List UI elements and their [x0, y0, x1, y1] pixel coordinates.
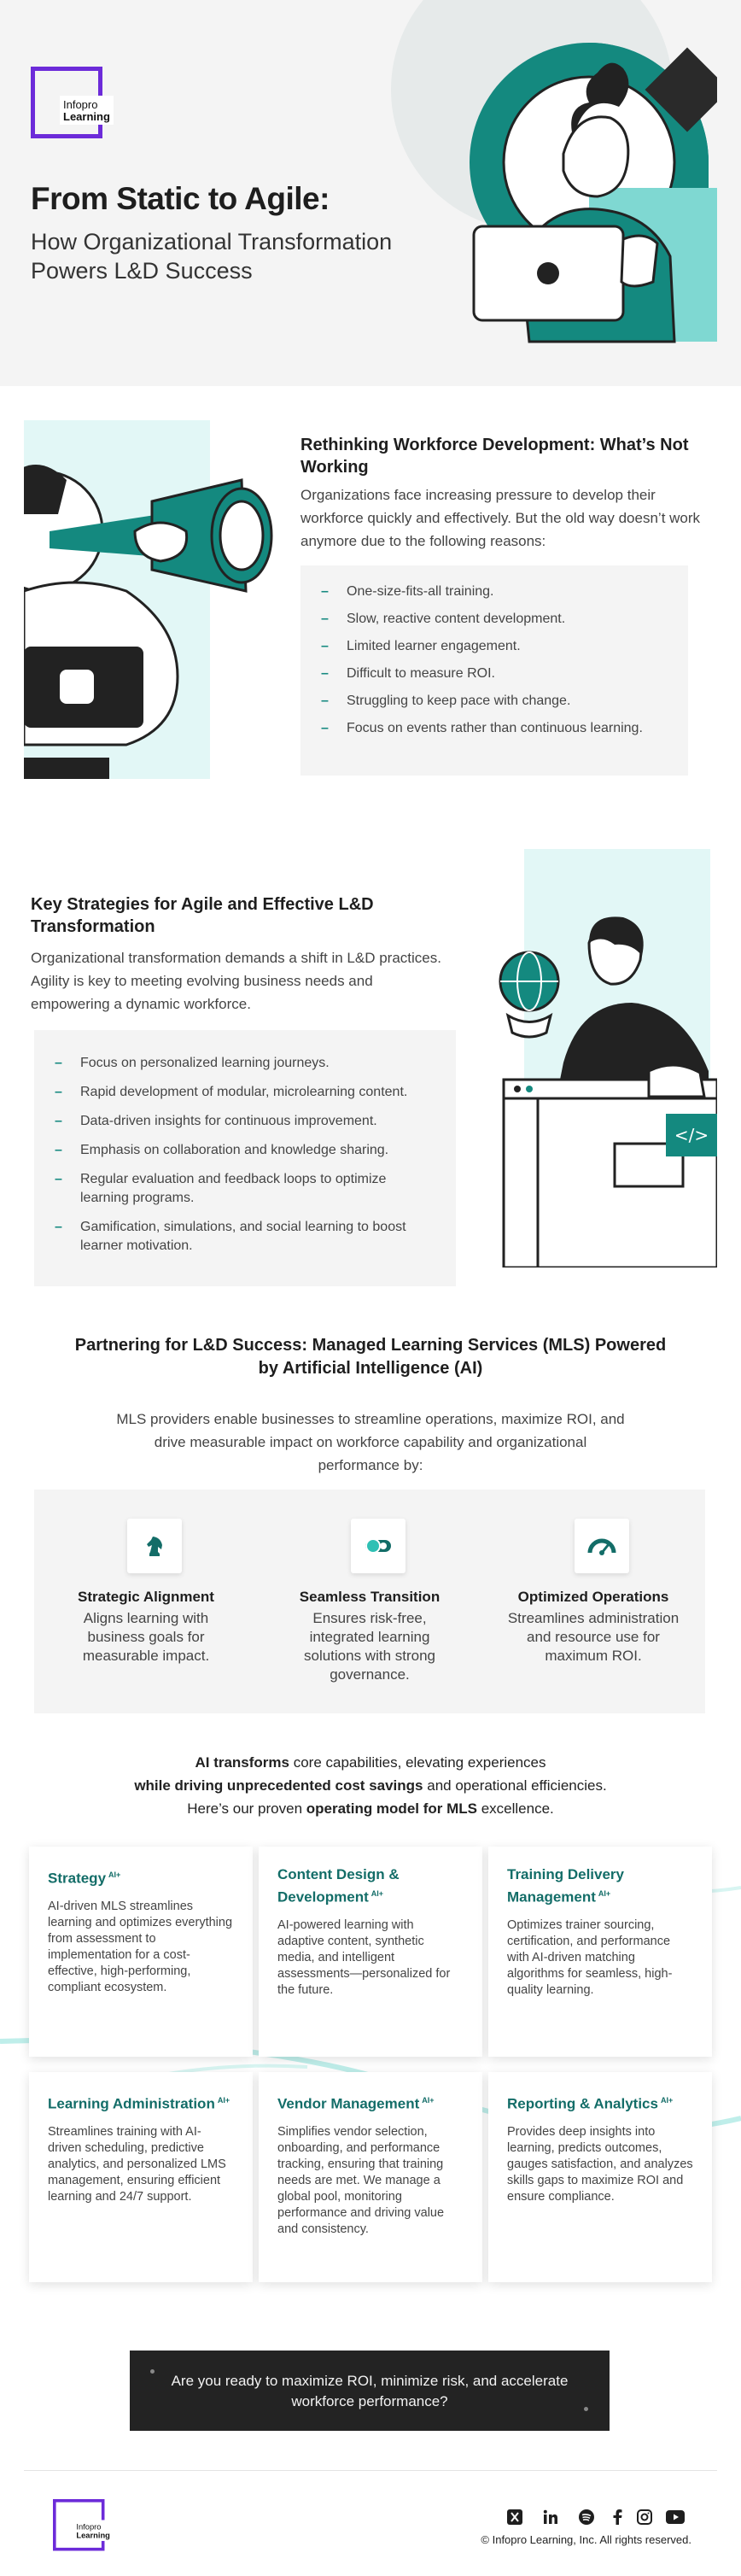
list-item-text: One-size-fits-all training. [347, 584, 494, 599]
dash-bullet-icon: – [321, 612, 329, 626]
x-icon[interactable] [505, 2508, 524, 2526]
copyright-text: © Infopro Learning, Inc. All rights reserved. [481, 2533, 691, 2546]
card-title [277, 2091, 464, 2114]
card-title [507, 2091, 693, 2114]
logo-line2: Learning [76, 2530, 110, 2540]
chess-knight-icon [127, 1519, 182, 1573]
card-training-delivery [488, 1847, 712, 2057]
feature-description: Aligns learning with business goals for measurable impact. [82, 1610, 210, 1664]
spotify-icon[interactable] [577, 2508, 596, 2526]
card-title-text: Content Design & Development [277, 1866, 400, 1906]
ai-badge: AI+ [660, 2096, 674, 2105]
card-title-text: Strategy [48, 1870, 107, 1887]
list-item-text: Focus on personalized learning journeys. [80, 1056, 330, 1070]
list-item [321, 637, 668, 656]
dash-bullet-icon: – [55, 1220, 62, 1234]
intro-bold-2: while driving unprecedented cost savings [134, 1777, 423, 1794]
list-item [321, 692, 668, 711]
list-item [321, 583, 668, 601]
feature-description: Ensures risk-free, integrated learning solutions with strong governance. [303, 1610, 436, 1683]
feature-title: Seamless Transition [299, 1589, 441, 1605]
list-item [55, 1083, 435, 1102]
challenges-list [321, 583, 668, 738]
card-title [277, 1865, 464, 1907]
list-item [55, 1141, 435, 1160]
dash-bullet-icon: – [55, 1172, 62, 1186]
dash-bullet-icon: – [55, 1085, 62, 1099]
strategies-list-box [34, 1030, 456, 1286]
ai-badge: AI+ [370, 1889, 384, 1898]
card-title [48, 2091, 234, 2114]
list-item [55, 1054, 435, 1073]
page-subtitle: How Organizational Transformation Powers L&D Success [31, 229, 393, 284]
section1-title: Rethinking Workforce Development: What’s Not Working [300, 436, 689, 477]
list-item-text: Difficult to measure ROI. [347, 666, 495, 681]
card-description: Streamlines training with AI-driven scheduling, predictive analytics, and personalized LMS management, ensuring efficient learning and 24/7 support. [48, 2124, 226, 2204]
brand-logo[interactable] [31, 67, 110, 138]
list-item-text: Emphasis on collaboration and knowledge sharing. [80, 1143, 389, 1157]
logo-line1: Infopro [76, 2521, 102, 2532]
card-learning-administration [29, 2072, 253, 2282]
svg-text:</>: </> [674, 1125, 709, 1145]
card-title-text: Reporting & Analytics [507, 2095, 658, 2112]
list-item-text: Regular evaluation and feedback loops to optimize learning programs. [80, 1172, 387, 1205]
card-strategy [29, 1847, 253, 2057]
intro-bold-1: AI transforms [195, 1754, 289, 1771]
cta-banner[interactable] [130, 2351, 610, 2431]
page-title: From Static to Agile: [31, 181, 330, 216]
linkedin-icon[interactable] [541, 2508, 560, 2526]
card-description: Optimizes trainer sourcing, certification, and performance with AI-driven matching algorithms for seamless, high-quality learning. [507, 1917, 673, 1997]
card-reporting-analytics [488, 2072, 712, 2282]
person-with-globe-illustration [461, 849, 717, 1268]
logo-text [73, 2520, 112, 2540]
section3-title: Partnering for L&D Success: Managed Learning Services (MLS) Powered by Artificial Intelligence (AI) [74, 1336, 667, 1378]
feature-title: Strategic Alignment [78, 1589, 214, 1605]
strategies-list [55, 1054, 435, 1256]
dash-bullet-icon: – [55, 1056, 62, 1070]
dash-bullet-icon: – [321, 721, 329, 735]
decor-dot [150, 2369, 155, 2374]
intro-bold-3: operating model for MLS [306, 1800, 477, 1817]
card-title [48, 1865, 234, 1888]
dash-bullet-icon: – [55, 1114, 62, 1128]
ai-badge: AI+ [598, 1889, 611, 1898]
operating-model-grid [0, 1836, 741, 2298]
list-item [55, 1112, 435, 1131]
section3-body: MLS providers enable businesses to streamline operations, maximize ROI, and drive measurable impact on workforce capability and organizational performance by: [116, 1411, 625, 1473]
card-description: AI-powered learning with adaptive content, synthetic media, and intelligent assessments—personalized for the future. [277, 1917, 451, 1997]
hero-section [0, 0, 741, 386]
card-vendor-management [259, 2072, 482, 2282]
youtube-icon[interactable] [666, 2508, 685, 2526]
section1-body: Organizations face increasing pressure to develop their workforce quickly and effectively. But the old way doesn’t work anymore due to the following reasons: [300, 487, 701, 549]
section2-title: Key Strategies for Agile and Effective L&D Transformation [31, 895, 374, 936]
facebook-icon[interactable] [608, 2508, 627, 2526]
cta-text: Are you ready to maximize ROI, minimize risk, and accelerate workforce performance? [171, 2373, 569, 2409]
challenges-list-box [300, 565, 688, 776]
section2-body: Organizational transformation demands a shift in L&D practices. Agility is key to meeting evolving business needs and empowering a dynamic workforce. [31, 950, 441, 1012]
list-item-text: Gamification, simulations, and social learning to boost learner motivation. [80, 1220, 406, 1253]
operating-model-intro [89, 1751, 652, 1820]
feature-strategic-alignment [34, 1490, 258, 1713]
list-item-text: Struggling to keep pace with change. [347, 694, 571, 708]
dash-bullet-icon: – [55, 1143, 62, 1157]
intro-text-4: excellence. [477, 1800, 554, 1817]
list-item-text: Slow, reactive content development. [347, 612, 566, 626]
dash-bullet-icon: – [321, 639, 329, 653]
intro-text-1: core capabilities, elevating experiences [289, 1754, 546, 1771]
feature-title: Optimized Operations [517, 1589, 669, 1605]
card-title-text: Training Delivery Management [507, 1866, 624, 1906]
feature-description: Streamlines administration and resource use for maximum ROI. [507, 1610, 680, 1664]
card-title-text: Learning Administration [48, 2095, 215, 2112]
feature-seamless-transition [258, 1490, 481, 1713]
feature-optimized-operations [481, 1490, 705, 1713]
list-item [321, 664, 668, 683]
card-description: Simplifies vendor selection, onboarding, and performance tracking, ensuring that training needs are met. We manage a global pool, monitoring performance and driving value and consistency. [277, 2124, 445, 2236]
dash-bullet-icon: – [321, 584, 329, 599]
intro-text-2: and operational efficiencies. [423, 1777, 607, 1794]
card-title [507, 1865, 693, 1907]
list-item [55, 1170, 435, 1208]
card-title-text: Vendor Management [277, 2095, 420, 2112]
list-item-text: Data-driven insights for continuous improvement. [80, 1114, 377, 1128]
speedometer-icon [575, 1519, 629, 1573]
list-item [55, 1218, 435, 1256]
toggle-switch-icon [351, 1519, 406, 1573]
card-content-design [259, 1847, 482, 2057]
ai-badge: AI+ [108, 1871, 121, 1879]
intro-text-3: Here’s our proven [187, 1800, 306, 1817]
list-item [321, 610, 668, 629]
list-item-text: Rapid development of modular, microlearning content. [80, 1085, 408, 1099]
mls-benefits-panel [34, 1490, 705, 1713]
ai-badge: AI+ [217, 2096, 230, 2105]
logo-line2: Learning [63, 110, 110, 123]
instagram-icon[interactable] [635, 2508, 654, 2526]
logo-text [60, 96, 114, 125]
woman-with-tablet-illustration [461, 34, 717, 359]
list-item-text: Limited learner engagement. [347, 639, 521, 653]
ai-badge: AI+ [422, 2096, 435, 2105]
card-description: AI-driven MLS streamlines learning and optimizes everything from assessment to implementation for a cost-effective, high-performing, compliant ecosystem. [48, 1899, 233, 1994]
person-with-telescope-illustration [24, 420, 273, 779]
dash-bullet-icon: – [321, 694, 329, 708]
logo-line1: Infopro [63, 98, 98, 111]
footer-divider [24, 2470, 717, 2471]
decor-dot [584, 2407, 588, 2411]
list-item [321, 719, 668, 738]
footer-logo[interactable] [53, 2499, 110, 2550]
list-item-text: Focus on events rather than continuous learning. [347, 721, 643, 735]
card-description: Provides deep insights into learning, predicts outcomes, gauges satisfaction, and analyzes skills gaps to maximize ROI and ensure compliance. [507, 2124, 693, 2204]
dash-bullet-icon: – [321, 666, 329, 681]
